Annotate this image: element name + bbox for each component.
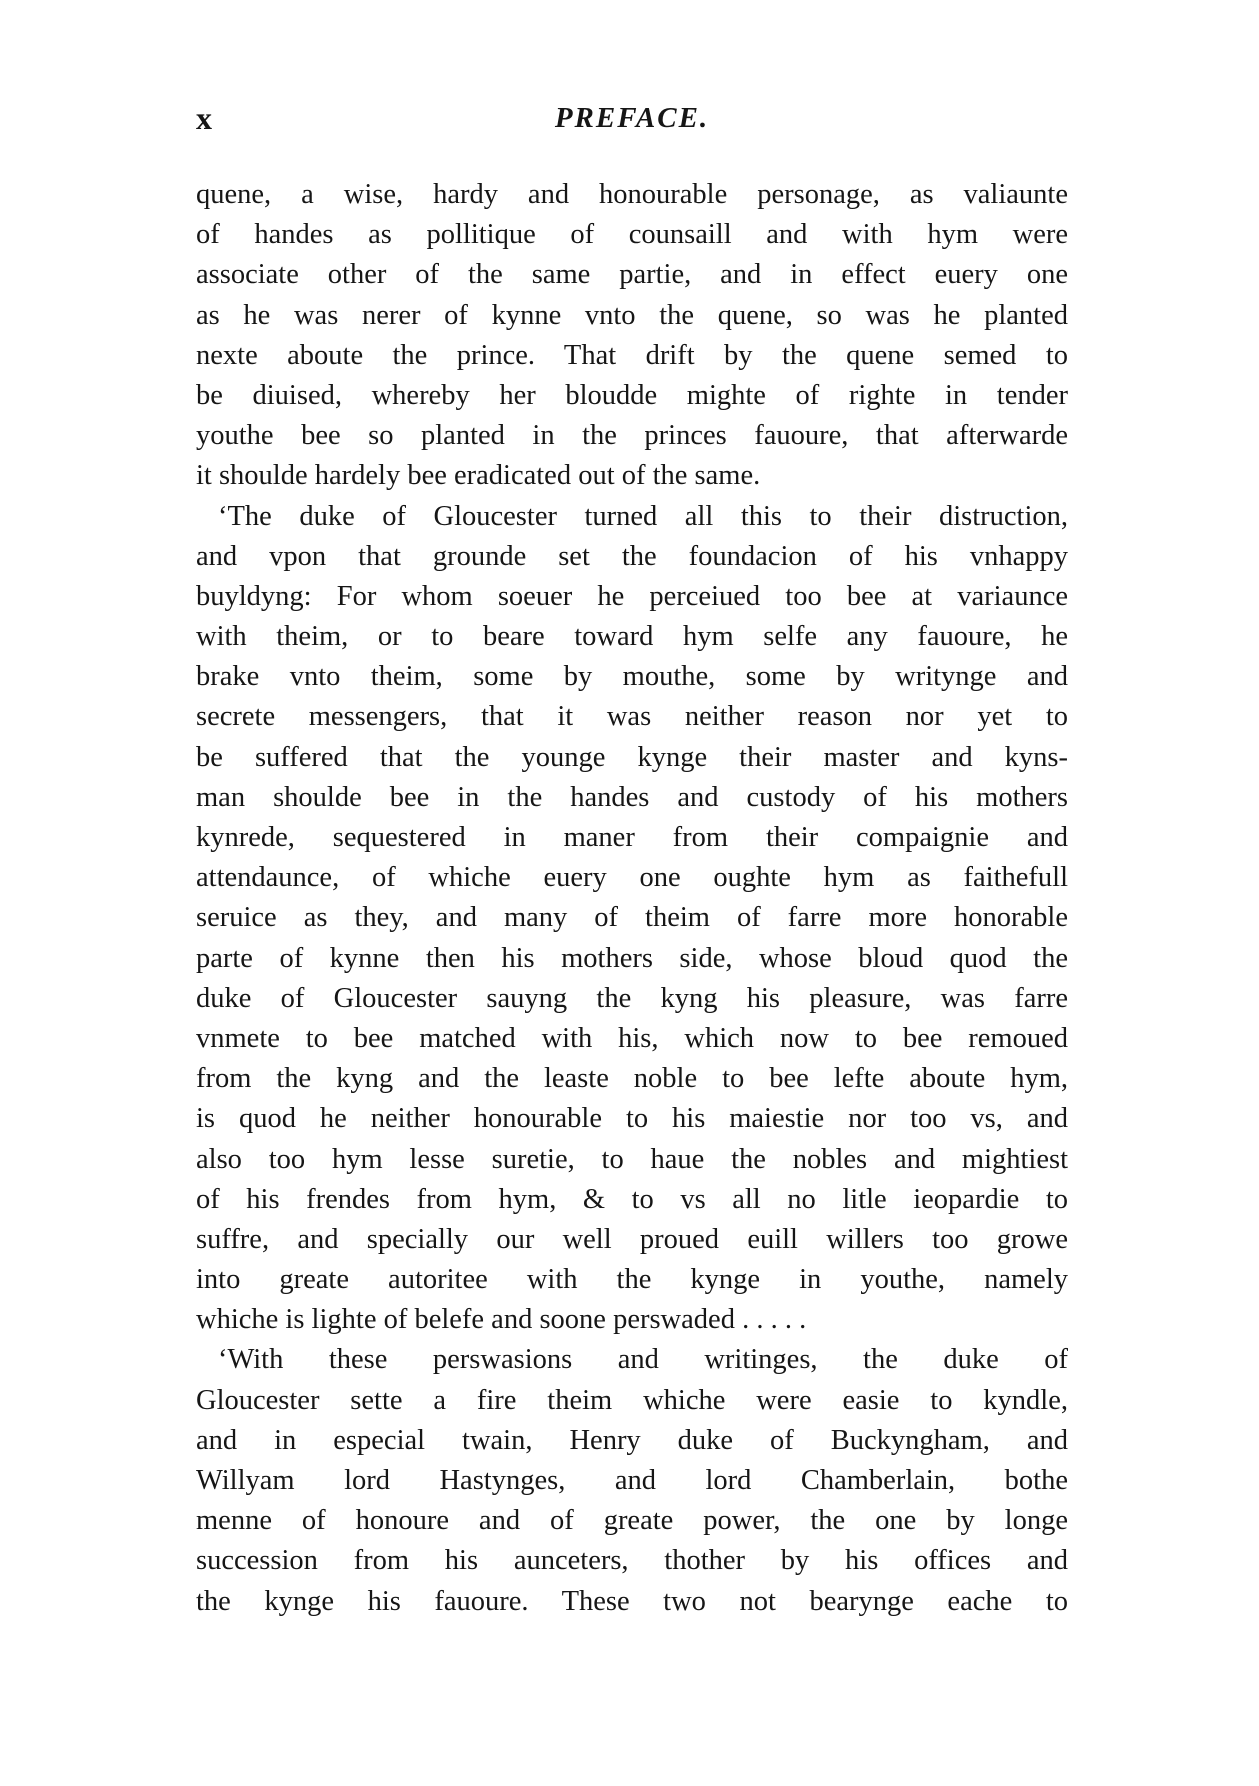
text-line: and in especial twain, Henry duke of Buckyngham, and bbox=[196, 1424, 1068, 1456]
text-line: attendaunce, of whiche euery one oughte hym as faithefull bbox=[196, 862, 1068, 894]
text-line: succession from his aunceters, thother by his offices and bbox=[196, 1545, 1068, 1577]
text-line: man shoulde bee in the handes and custody of his mothers bbox=[196, 781, 1068, 813]
text-line: from the kyng and the leaste noble to bee lefte aboute hym, bbox=[196, 1063, 1068, 1095]
text-line: vnmete to bee matched with his, which now to bee remoued bbox=[196, 1022, 1068, 1054]
text-line: quene, a wise, hardy and honourable personage, as valiaunte bbox=[196, 179, 1068, 210]
text-line: ‘The duke of Gloucester turned all this to their distruction, bbox=[218, 500, 1068, 532]
text-line: is quod he neither honourable to his maiestie nor too vs, and bbox=[196, 1103, 1068, 1135]
text-line: it shoulde hardely bee eradicated out of the same. bbox=[196, 460, 761, 492]
page-header bbox=[196, 96, 1068, 140]
text-line: menne of honoure and of greate power, the one by longe bbox=[196, 1505, 1068, 1537]
text-line: also too hym lesse suretie, to haue the nobles and mightiest bbox=[196, 1143, 1068, 1175]
text-line: nexte aboute the prince. That drift by the quene semed to bbox=[196, 339, 1068, 371]
text-line: be suffered that the younge kynge their master and kyns- bbox=[196, 741, 1068, 773]
text-line: seruice as they, and many of theim of farre more honorable bbox=[196, 902, 1068, 934]
text-line: as he was nerer of kynne vnto the quene, so was he planted bbox=[196, 299, 1068, 331]
text-line: ‘With these perswasions and writinges, the duke of bbox=[218, 1344, 1068, 1376]
text-line: kynrede, sequestered in maner from their compaignie and bbox=[196, 822, 1068, 853]
text-line: with theim, or to beare toward hym selfe any fauoure, he bbox=[196, 621, 1068, 653]
text-line: parte of kynne then his mothers side, whose bloud quod the bbox=[196, 942, 1068, 974]
text-line: into greate autoritee with the kynge in youthe, namely bbox=[196, 1264, 1068, 1296]
text-line: Gloucester sette a fire theim whiche were easie to kyndle, bbox=[196, 1384, 1068, 1416]
text-line: buyldyng: For whom soeuer he perceiued too bee at variaunce bbox=[196, 580, 1068, 612]
text-line: suffre, and specially our well proued euill willers too growe bbox=[196, 1223, 1068, 1255]
text-line: associate other of the same partie, and in effect euery one bbox=[196, 259, 1068, 291]
text-line: secrete messengers, that it was neither reason nor yet to bbox=[196, 701, 1068, 733]
text-line: brake vnto theim, some by mouthe, some by writynge and bbox=[196, 661, 1068, 693]
running-head: PREFACE. bbox=[554, 102, 710, 134]
text-line: of handes as pollitique of counsaill and with hym were bbox=[196, 219, 1068, 251]
text-line: Willyam lord Hastynges, and lord Chamberlain, bothe bbox=[196, 1465, 1068, 1496]
text-line: of his frendes from hym, & to vs all no litle ieopardie to bbox=[196, 1183, 1068, 1215]
body-text bbox=[196, 175, 1068, 1622]
paragraph bbox=[196, 1340, 1068, 1621]
text-line: be diuised, whereby her bloudde mighte of righte in tender bbox=[196, 379, 1068, 411]
paragraph bbox=[196, 175, 1068, 497]
text-line: the kynge his fauoure. These two not bearynge eache to bbox=[196, 1585, 1068, 1617]
text-line: and vpon that grounde set the foundacion of his vnhappy bbox=[196, 540, 1068, 572]
text-line: youthe bee so planted in the princes fauoure, that afterwarde bbox=[196, 420, 1068, 452]
page-number: x bbox=[196, 100, 212, 136]
paragraph bbox=[196, 497, 1068, 1341]
text-line: whiche is lighte of belefe and soone perswaded . . . . . bbox=[196, 1304, 807, 1336]
text-line: duke of Gloucester sauyng the kyng his pleasure, was farre bbox=[196, 982, 1068, 1014]
